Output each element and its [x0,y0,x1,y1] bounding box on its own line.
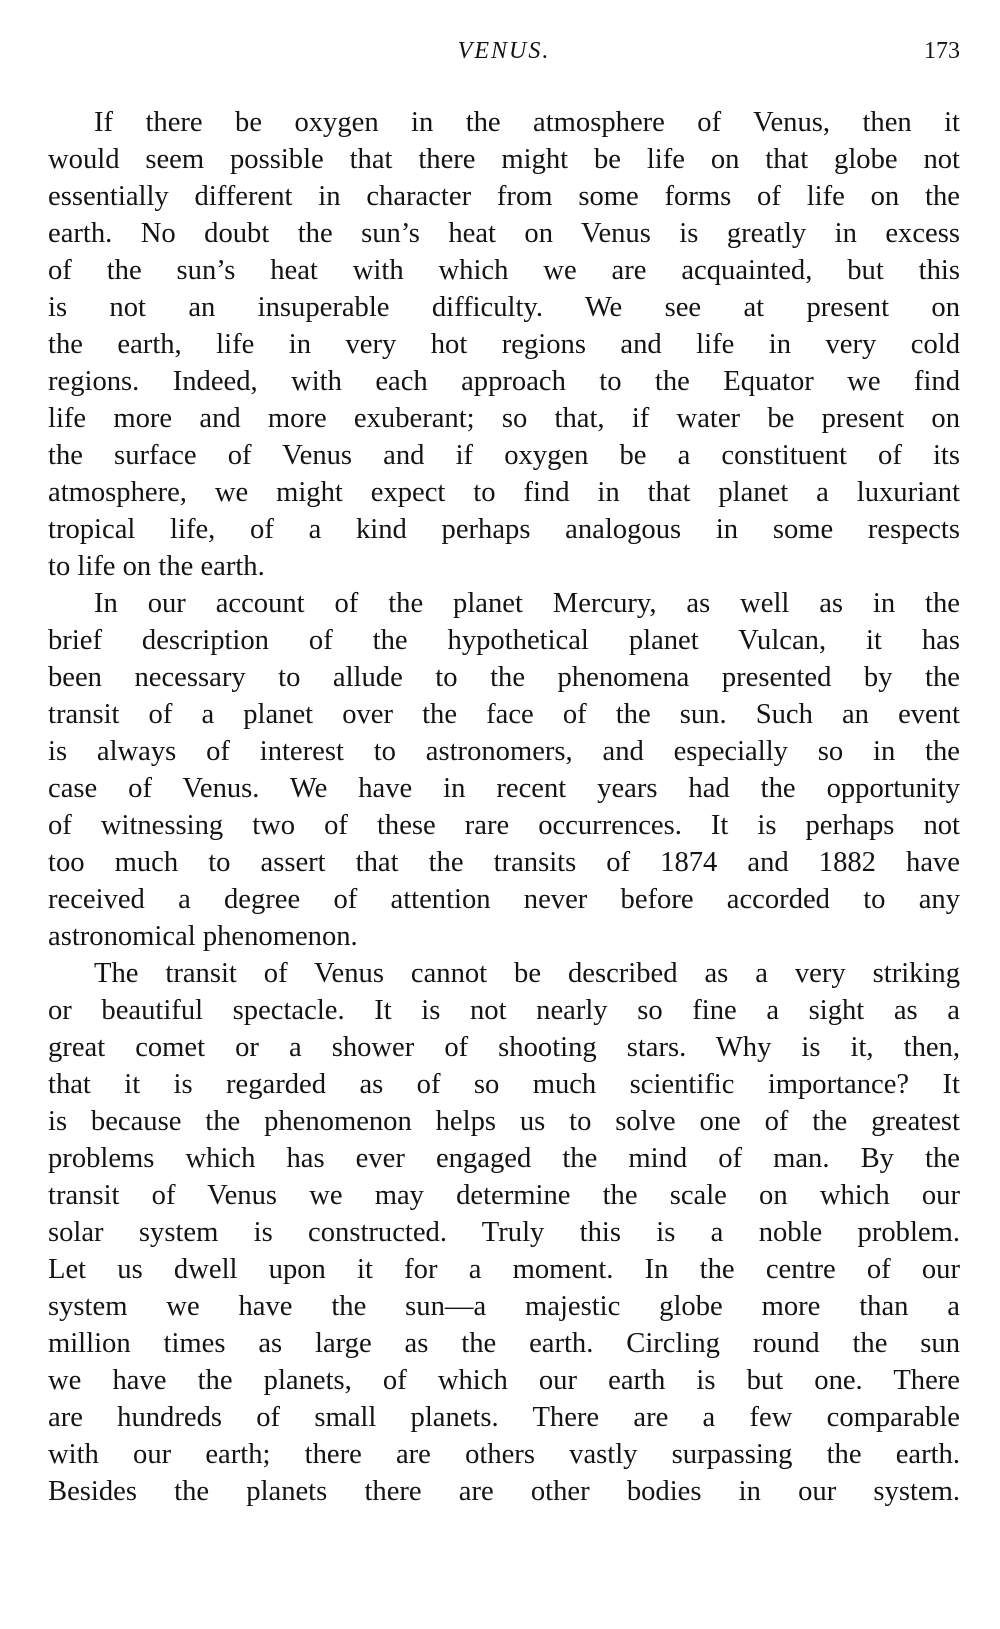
text-line: system we have the sun—a majestic globe more than a [48,1291,960,1322]
running-title: VENUS. [457,38,551,64]
text-line: that it is regarded as of so much scientific importance? It [48,1069,960,1100]
text-line: earth. No doubt the sun’s heat on Venus is greatly in excess [48,218,960,249]
text-line: great comet or a shower of shooting stars. Why is it, then, [48,1032,960,1063]
text-line: brief description of the hypothetical planet Vulcan, it has [48,625,960,656]
text-line: been necessary to allude to the phenomena presented by the [48,662,960,693]
text-line: the surface of Venus and if oxygen be a constituent of its [48,440,960,471]
paragraph-transit-interest [48,585,960,955]
text-line: transit of a planet over the face of the sun. Such an event [48,699,960,730]
text-line: of the sun’s heat with which we are acquainted, but this [48,255,960,286]
text-line: is because the phenomenon helps us to solve one of the greatest [48,1106,960,1137]
text-line: The transit of Venus cannot be described as a very striking [94,958,960,989]
page-number: 173 [924,38,960,64]
text-line: case of Venus. We have in recent years had the opportunity [48,773,960,804]
text-line: In our account of the planet Mercury, as well as in the [94,588,960,619]
text-line: tropical life, of a kind perhaps analogous in some respects [48,514,960,545]
text-line: Let us dwell upon it for a moment. In the centre of our [48,1254,960,1285]
text-line: Besides the planets there are other bodies in our system. [48,1476,960,1507]
running-head [48,38,960,72]
text-line: regions. Indeed, with each approach to the Equator we find [48,366,960,397]
text-line: or beautiful spectacle. It is not nearly so fine a sight as a [48,995,960,1026]
text-line: astronomical phenomenon. [48,921,358,952]
text-line: to life on the earth. [48,551,265,582]
text-line: are hundreds of small planets. There are a few comparable [48,1402,960,1433]
paragraph-oxygen-life [48,104,960,585]
body-text [48,104,960,1510]
paragraph-scale-of-system [48,955,960,1510]
text-line: is not an insuperable difficulty. We see at present on [48,292,960,323]
text-line: would seem possible that there might be life on that globe not [48,144,960,175]
text-line: atmosphere, we might expect to find in that planet a luxuriant [48,477,960,508]
text-line: with our earth; there are others vastly surpassing the earth. [48,1439,960,1470]
text-line: essentially different in character from some forms of life on the [48,181,960,212]
text-line: the earth, life in very hot regions and life in very cold [48,329,960,360]
text-line: solar system is constructed. Truly this is a noble problem. [48,1217,960,1248]
text-line: received a degree of attention never before accorded to any [48,884,960,915]
text-line: If there be oxygen in the atmosphere of Venus, then it [94,107,960,138]
text-line: is always of interest to astronomers, and especially so in the [48,736,960,767]
text-line: problems which has ever engaged the mind of man. By the [48,1143,960,1174]
text-line: we have the planets, of which our earth is but one. There [48,1365,960,1396]
text-line: transit of Venus we may determine the scale on which our [48,1180,960,1211]
text-line: life more and more exuberant; so that, if water be present on [48,403,960,434]
text-line: million times as large as the earth. Circling round the sun [48,1328,960,1359]
text-line: too much to assert that the transits of 1874 and 1882 have [48,847,960,878]
text-line: of witnessing two of these rare occurrences. It is perhaps not [48,810,960,841]
